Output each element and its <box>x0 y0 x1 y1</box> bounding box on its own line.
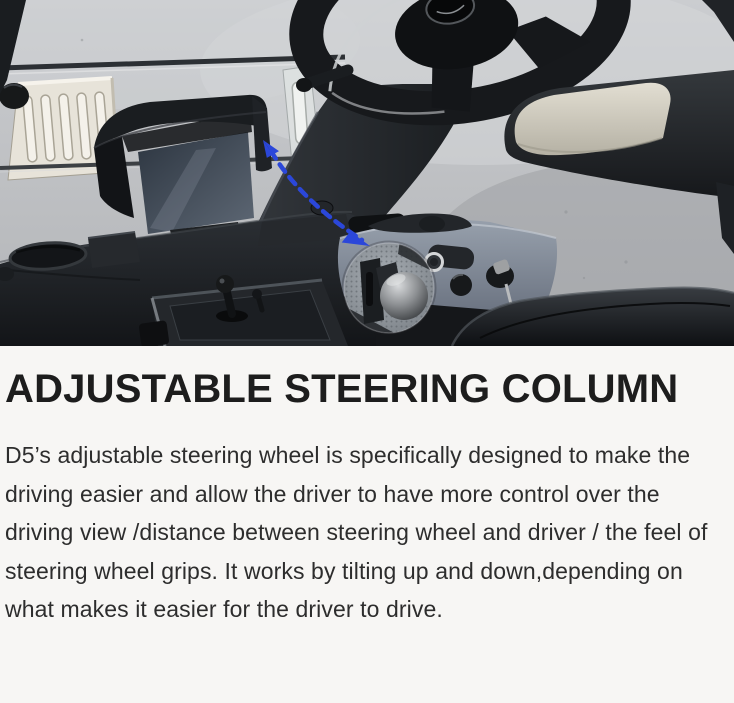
hero-image <box>0 0 734 346</box>
section-heading: ADJUSTABLE STEERING COLUMN <box>5 367 679 411</box>
tilt-lever-magnifier <box>343 240 437 336</box>
feature-section <box>0 366 734 629</box>
hero-photo-svg <box>0 0 734 346</box>
section-paragraph: D5’s adjustable steering wheel is specifically designed to make the driving easier and allow the driver to have more control over the driving view /distance between steering wheel and driver / the feel of steering wheel grips. It works by tilting up and down,depending on what makes it easier for the driver to drive. <box>5 442 708 622</box>
